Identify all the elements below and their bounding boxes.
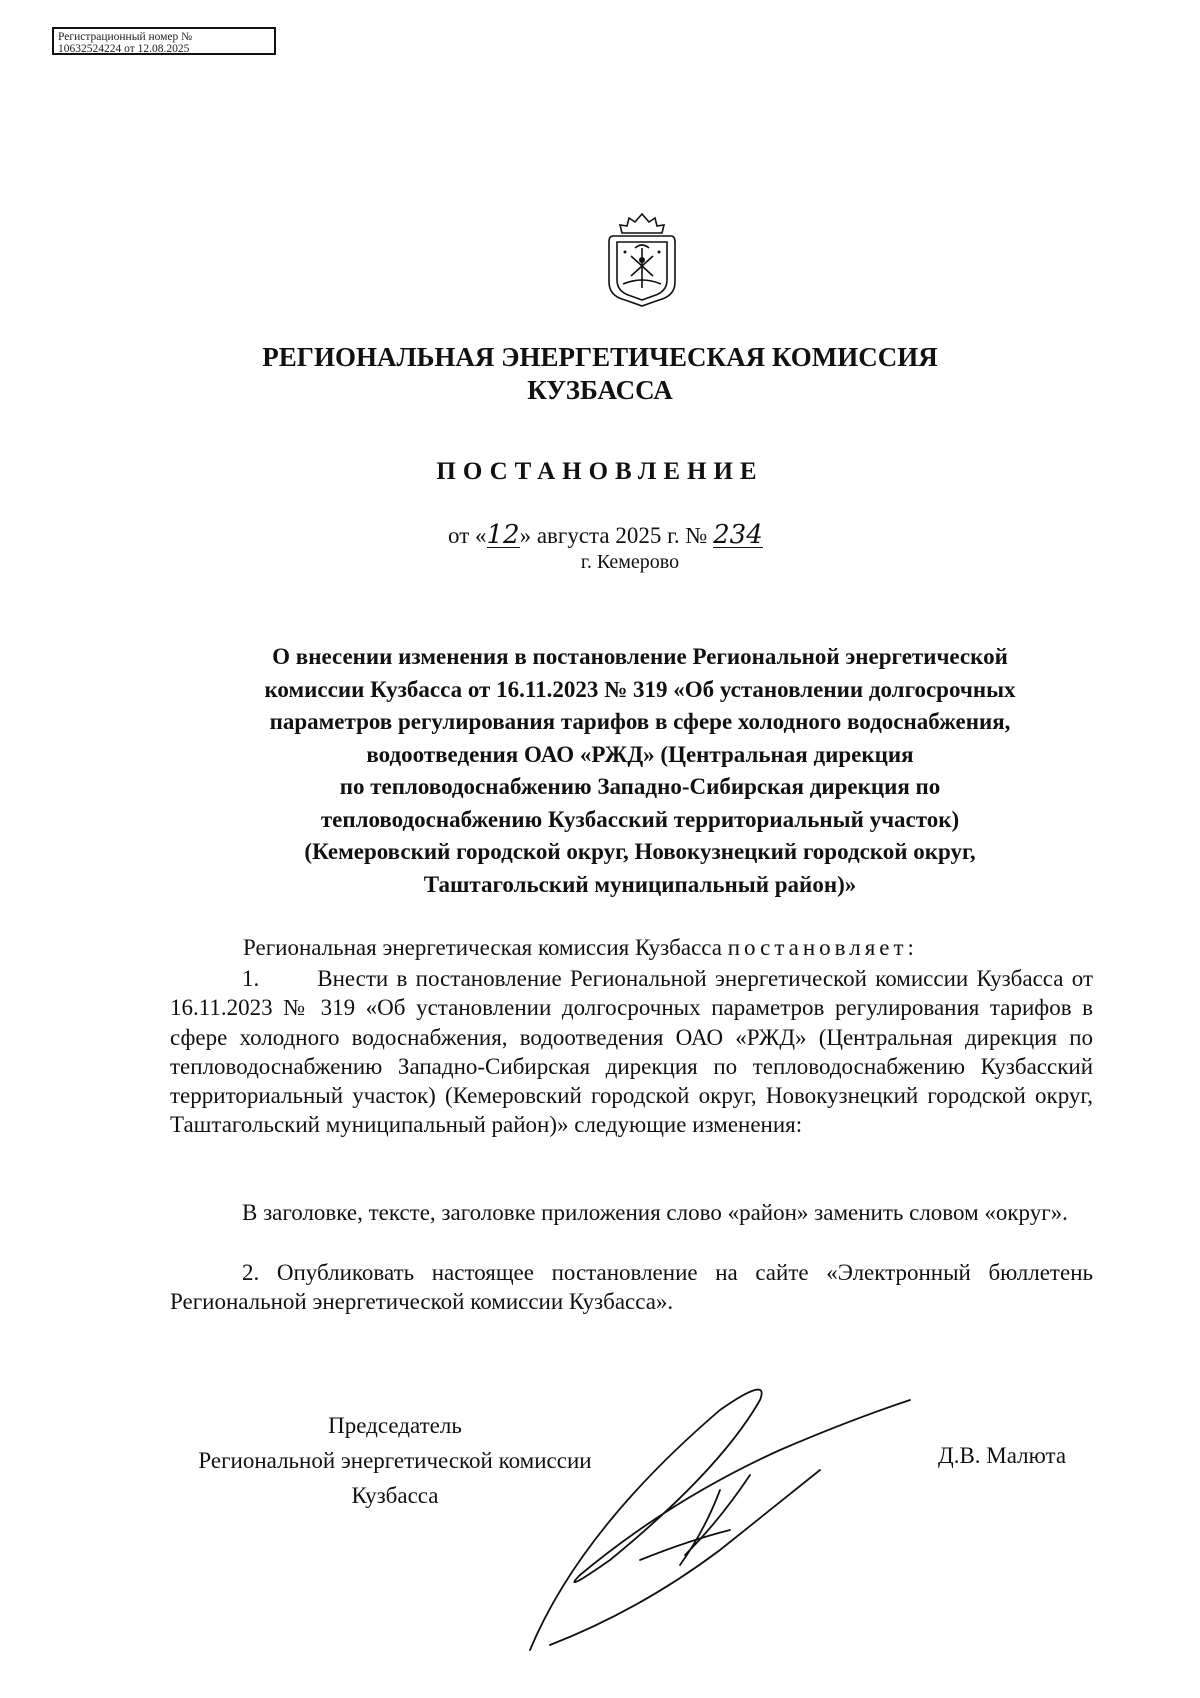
- title-line: параметров регулирования тарифов в сфере холодного водоснабжения,: [269, 709, 1011, 734]
- title-line: водоотведения ОАО «РЖД» (Центральная дирекция: [366, 741, 914, 767]
- coat-of-arms-icon: [605, 212, 679, 308]
- organization-name-line2: КУЗБАССА: [527, 375, 673, 405]
- registration-stamp-line1: Регистрационный номер №: [58, 31, 193, 43]
- item-1-sub-text: В заголовке, тексте, заголовке приложения слово «район» заменить словом «округ».: [242, 1200, 1068, 1225]
- item-1-text: Внести в постановление Региональной энергетической комиссии Кузбасса от 16.11.2023 № 319 «Об установлении долгосрочных параметров регулирования тарифов в сфере холодного водоснабжения, водоотведения ОАО «РЖД» (Центральная дирекция по тепловодоснабжению Западно-Сибирская дирекция по тепловодоснабжению Кузбасский территориальный участок) (Кемеровский городской округ, Новокузнецкий городской округ, Таштагольский муниципальный район)» следующие изменения:: [170, 966, 1094, 1138]
- lead-verb: постановляет:: [727, 935, 918, 960]
- registration-stamp: [52, 27, 276, 55]
- city: г. Кемерово: [580, 551, 680, 573]
- date-prefix: от «: [448, 523, 487, 548]
- document-title: [180, 641, 1100, 901]
- title-line: по тепловодоснабжению Западно-Сибирская дирекция по: [339, 774, 941, 799]
- resolution-lead: [243, 935, 918, 961]
- title-line: комиссии Кузбасса от 16.11.2023 № 319 «Об установлении долгосрочных: [264, 676, 1016, 702]
- item-1-number: 1.: [242, 966, 260, 991]
- item-1: [170, 964, 1093, 1140]
- position-line1: Председатель: [328, 1413, 462, 1438]
- title-line: (Кемеровский городской округ, Новокузнецкий городской округ,: [304, 839, 976, 864]
- position-line3: Кузбасса: [351, 1483, 439, 1508]
- date-middle: » августа 2025 г. №: [519, 523, 708, 548]
- title-line: тепловодоснабжению Кузбасский территориальный участок): [320, 806, 960, 832]
- document-type: ПОСТАНОВЛЕНИЕ: [436, 458, 764, 485]
- item-1-sub: [170, 1198, 1093, 1227]
- date-day-handwritten: 12: [486, 520, 520, 550]
- item-2: [170, 1258, 1093, 1317]
- title-line: О внесении изменения в постановление Региональной энергетической: [272, 644, 1008, 669]
- title-line: Таштагольский муниципальный район)»: [423, 871, 857, 897]
- document-number-handwritten: 234: [713, 520, 763, 550]
- item-2-text: 2. Опубликовать настоящее постановление на сайте «Электронный бюллетень Региональной энергетической комиссии Кузбасса».: [170, 1260, 1093, 1315]
- signatory-name: Д.В. Малюта: [938, 1443, 1067, 1468]
- registration-stamp-line2: 10632524224 от 12.08.2025: [58, 43, 190, 55]
- date-line: [448, 520, 763, 550]
- lead-text: Региональная энергетическая комиссия Кузбасса: [243, 935, 722, 960]
- organization-name-line1: РЕГИОНАЛЬНАЯ ЭНЕРГЕТИЧЕСКАЯ КОМИССИЯ: [262, 342, 938, 372]
- handwritten-signature: [520, 1380, 920, 1660]
- position-line2: Региональной энергетической комиссии: [198, 1448, 592, 1473]
